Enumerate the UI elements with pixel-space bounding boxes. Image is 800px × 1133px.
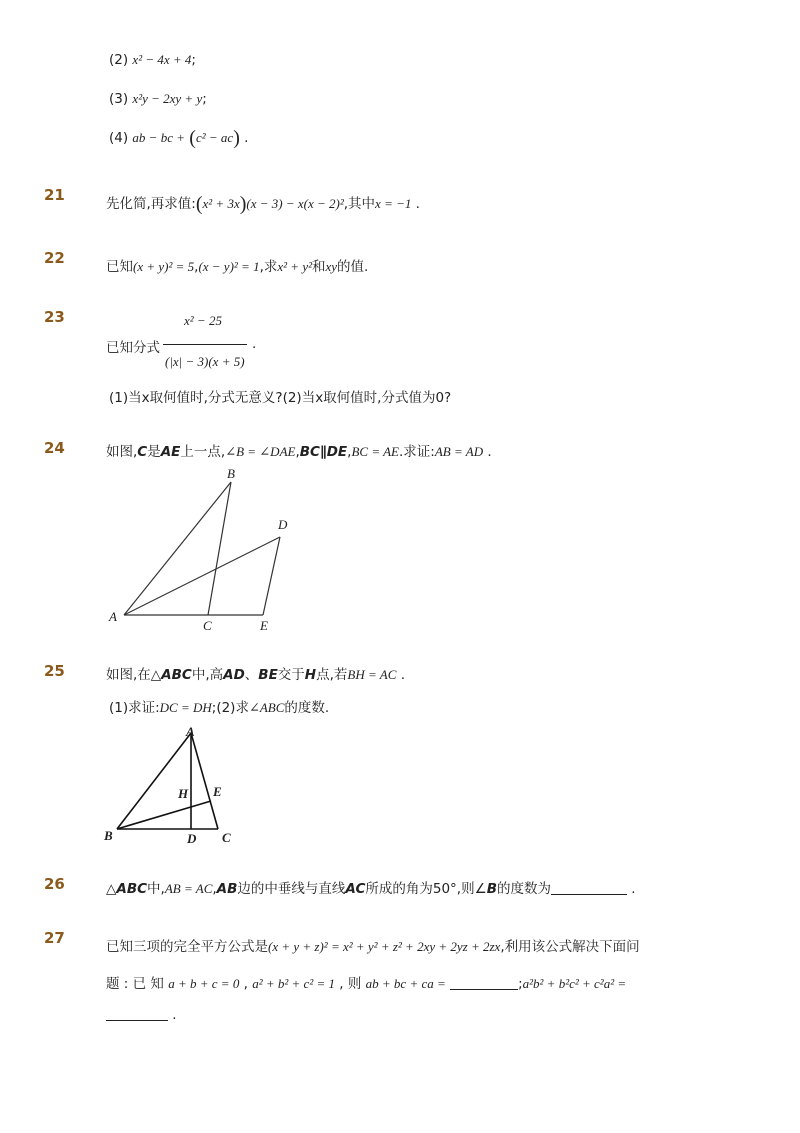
question-text: ,其中 — [343, 196, 376, 212]
vertex-label-b: B — [227, 466, 235, 481]
math-expression: (x − y)² = 1 — [198, 259, 260, 274]
question-text: 上一点, — [180, 444, 226, 460]
math-expression: (x − 3) − x(x − 2)² — [246, 196, 344, 211]
punctuation: . — [400, 667, 405, 683]
vertex-label-e: E — [213, 784, 222, 799]
subpart-label: (3) — [109, 91, 129, 107]
math-expression: x² + y² — [277, 259, 312, 274]
punctuation: ; — [191, 52, 196, 68]
vertex-label-d: D — [278, 517, 288, 532]
punctuation: . — [244, 130, 249, 146]
question-number: 25 — [44, 662, 65, 680]
question-25-parts — [109, 696, 329, 716]
question-27-line-2 — [106, 972, 626, 992]
vertex-label-e: E — [260, 618, 268, 633]
question-text: 先化简,再求值: — [106, 196, 196, 212]
math-expression: AB = AD — [434, 444, 484, 459]
question-text: 如图,在 — [106, 667, 151, 683]
math-expression: BH = AC — [347, 667, 397, 682]
answer-blank[interactable] — [551, 882, 627, 895]
math-expression: (x + y + z)² = x² + y² + z² + 2xy + 2yz + 2zx — [268, 939, 501, 954]
question-27-line-1 — [106, 935, 640, 955]
segment-bc — [208, 482, 231, 615]
subpart-label: (2) — [109, 52, 129, 68]
subpart-label: (4) — [109, 130, 129, 146]
figure-25 — [100, 722, 245, 850]
math-expression: a + b + c = 0 — [168, 976, 240, 991]
punctuation: , — [239, 976, 253, 992]
segment-ad — [124, 537, 280, 615]
question-text: ,求 — [259, 259, 278, 275]
question-number: 24 — [44, 439, 65, 457]
question-24-text — [106, 440, 492, 460]
question-22-text — [106, 255, 368, 275]
question-text: 如图, — [106, 444, 138, 460]
punctuation: . — [172, 1007, 177, 1023]
question-26-text — [106, 877, 636, 897]
question-number: 26 — [44, 875, 65, 893]
punctuation: , — [194, 259, 199, 275]
subpart-3 — [109, 91, 207, 107]
vertex-label-a: A — [109, 609, 117, 624]
point-label: H — [304, 667, 317, 683]
math-expression: DC = DH — [159, 700, 212, 715]
segment-label: AD — [223, 667, 245, 683]
question-23-text — [106, 336, 160, 356]
math-expression: ab − bc + — [132, 130, 185, 145]
segment-ac — [191, 733, 218, 829]
question-text: 已知三项的完全平方公式是 — [106, 939, 268, 955]
math-expression: c² − ac — [195, 130, 234, 145]
math-expression: ∠ABC — [248, 700, 285, 715]
question-21-text: 先化简,再求值:(x² + 3x)(x − 3) − x(x − 2)²,其中x = −1 . — [106, 193, 420, 215]
question-text: 、 — [244, 667, 259, 683]
question-23-parts: (1)当x取何值时,分式无意义?(2)当x取何值时,分式值为0? — [109, 390, 452, 406]
question-text: 是 — [147, 444, 161, 460]
question-text: 的度数为 — [496, 881, 551, 897]
question-text: , 则 — [334, 976, 362, 992]
segment-label: AE — [160, 444, 181, 460]
question-text: 交于 — [277, 667, 305, 683]
math-expression: a²b² + b²c² + c²a² = — [522, 976, 627, 991]
question-text: 中,高 — [191, 667, 224, 683]
segment-label: BC∥DE — [299, 444, 348, 460]
question-27-line-3 — [106, 1007, 177, 1023]
question-number: 27 — [44, 929, 65, 947]
triangle-label: △ABC — [106, 881, 148, 897]
punctuation: . — [252, 336, 257, 352]
math-expression: ab + bc + ca = — [365, 976, 446, 991]
subpart-4: (4) ab − bc + (c² − ac) . — [109, 127, 249, 149]
question-number: 21 — [44, 186, 65, 204]
math-expression: xy — [325, 259, 338, 274]
math-expression: x² + 3x — [202, 196, 240, 211]
question-text: ,利用该公式解决下面问 — [500, 939, 640, 955]
question-text: 和 — [311, 259, 326, 275]
question-text: .求证: — [398, 444, 435, 460]
question-text: 点,若 — [316, 667, 348, 683]
segment-ab — [124, 482, 231, 615]
question-text: 题 : 已 知 — [106, 976, 164, 992]
question-text: 已知 — [106, 259, 133, 275]
question-text: 中, — [147, 881, 165, 897]
figure-24 — [100, 465, 300, 635]
math-expression: x = −1 — [375, 196, 412, 211]
punctuation: . — [487, 444, 492, 460]
math-expression: AB = AC — [164, 881, 213, 896]
segment-label: BE — [258, 667, 278, 683]
point-label: C — [137, 444, 148, 460]
question-number: 23 — [44, 308, 65, 326]
vertex-label-a: A — [186, 724, 195, 739]
punctuation: ; — [518, 976, 523, 992]
question-25-text — [106, 663, 405, 683]
fraction-bar — [163, 344, 247, 345]
question-text: 的值. — [337, 259, 369, 275]
math-expression: x² − 4x + 4 — [132, 52, 192, 67]
segment-be — [117, 801, 211, 829]
answer-blank[interactable] — [450, 977, 518, 990]
segment-label: AC — [345, 881, 366, 897]
question-text: 边的中垂线与直线 — [237, 881, 346, 897]
math-expression: a² + b² + c² = 1 — [252, 976, 335, 991]
question-text: (1)求证: — [109, 700, 160, 716]
segment-ab — [117, 733, 191, 829]
question-text: 的度数. — [284, 700, 330, 716]
fraction-numerator: x² − 25 — [184, 313, 222, 328]
answer-blank[interactable] — [106, 1008, 168, 1021]
segment-de — [263, 537, 280, 615]
vertex-label-h: H — [178, 786, 189, 801]
punctuation: , — [295, 444, 300, 460]
segment-label: AB — [216, 881, 238, 897]
question-number: 22 — [44, 249, 65, 267]
math-expression: ∠B = ∠DAE — [225, 444, 296, 459]
punctuation: ; — [202, 91, 207, 107]
point-label: B — [486, 881, 497, 897]
vertex-label-c: C — [203, 618, 212, 633]
math-expression: x²y − 2xy + y — [132, 91, 203, 106]
punctuation: , — [212, 881, 217, 897]
punctuation: . — [415, 196, 420, 212]
vertex-label-b: B — [104, 828, 113, 843]
question-text: 所成的角为50°,则∠ — [365, 881, 487, 897]
fraction-denominator: (|x| − 3)(x + 5) — [165, 354, 245, 369]
question-text: ;(2)求 — [211, 700, 249, 716]
vertex-label-d: D — [187, 831, 197, 846]
punctuation: . — [631, 881, 636, 897]
punctuation: , — [347, 444, 352, 460]
math-expression: BC = AE — [351, 444, 399, 459]
subpart-2 — [109, 52, 196, 68]
vertex-label-c: C — [222, 830, 231, 845]
triangle-label: △ABC — [150, 667, 192, 683]
question-text: 已知分式 — [106, 340, 160, 356]
math-expression: (x + y)² = 5 — [133, 259, 195, 274]
